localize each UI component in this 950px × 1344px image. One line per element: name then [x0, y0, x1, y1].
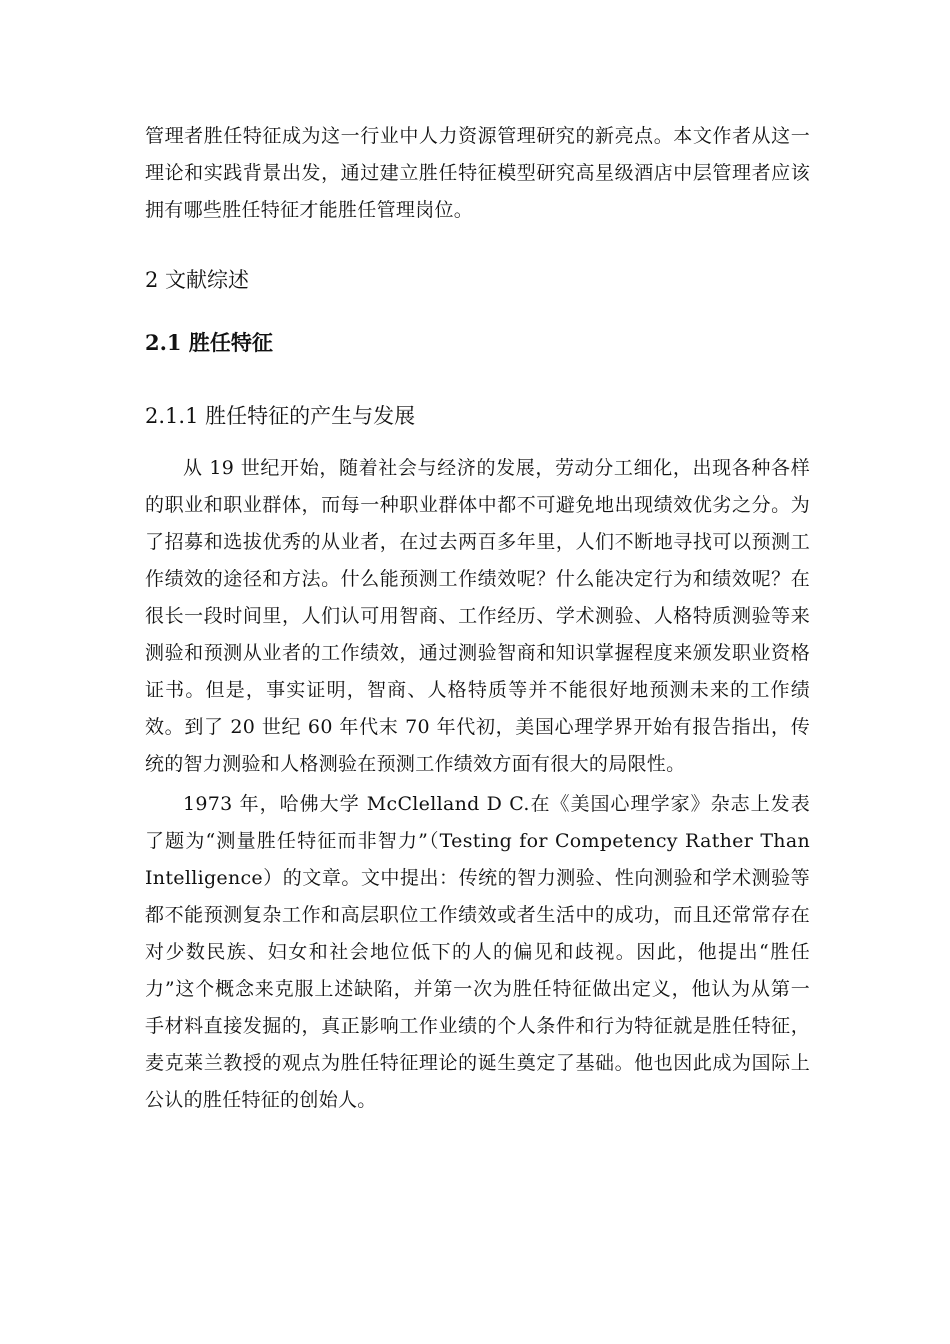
subsubsection-heading-origin-development: 2.1.1 胜任特征的产生与发展	[145, 404, 416, 428]
body-paragraph: 从 19 世纪开始，随着社会与经济的发展，劳动分工细化，出现各种各样的职业和职业群体，而每一种职业群体中都不可避免地出现绩效优劣之分。为了招募和选拔优秀的从业者，在过去两百多年里，人们不断地寻找可以预测工作绩效的途径和方法。什么能预测工作绩效呢？什么能决定行为和绩效呢？在很长一段时间里，人们认可用智商、工作经历、学术测验、人格特质测验等来测验和预测从业者的工作绩效，通过测验智商和知识掌握程度来颁发职业资格证书。但是，事实证明，智商、人格特质等并不能很好地预测未来的工作绩效。到了 20 世纪 60 年代末 70 年代初，美国心理学界开始有报告指出，传统的智力测验和人格测验在预测工作绩效方面有很大的局限性。	[145, 457, 810, 775]
intro-paragraph: 管理者胜任特征成为这一行业中人力资源管理研究的新亮点。本文作者从这一理论和实践背景出发，通过建立胜任特征模型研究高星级酒店中层管理者应该拥有哪些胜任特征才能胜任管理岗位。	[145, 125, 810, 221]
section-heading-literature-review: 2 文献综述	[145, 268, 250, 292]
body-paragraph: 1973 年，哈佛大学 McClelland D C.在《美国心理学家》杂志上发表了题为“测量胜任特征而非智力”（Testing for Competency Rather Than Intelligence）的文章。文中提出：传统的智力测验、性向测验和学术测验等都不能预测复杂工作和高层职位工作绩效或者生活中的成功，而且还常常存在对少数民族、妇女和社会地位低下的人的偏见和歧视。因此，他提出“胜任力”这个概念来克服上述缺陷，并第一次为胜任特征做出定义，他认为从第一手材料直接发掘的，真正影响工作业绩的个人条件和行为特征就是胜任特征，麦克莱兰教授的观点为胜任特征理论的诞生奠定了基础。他也因此成为国际上公认的胜任特征的创始人。	[145, 793, 810, 1111]
subsection-heading-competency: 2.1 胜任特征	[145, 330, 273, 355]
